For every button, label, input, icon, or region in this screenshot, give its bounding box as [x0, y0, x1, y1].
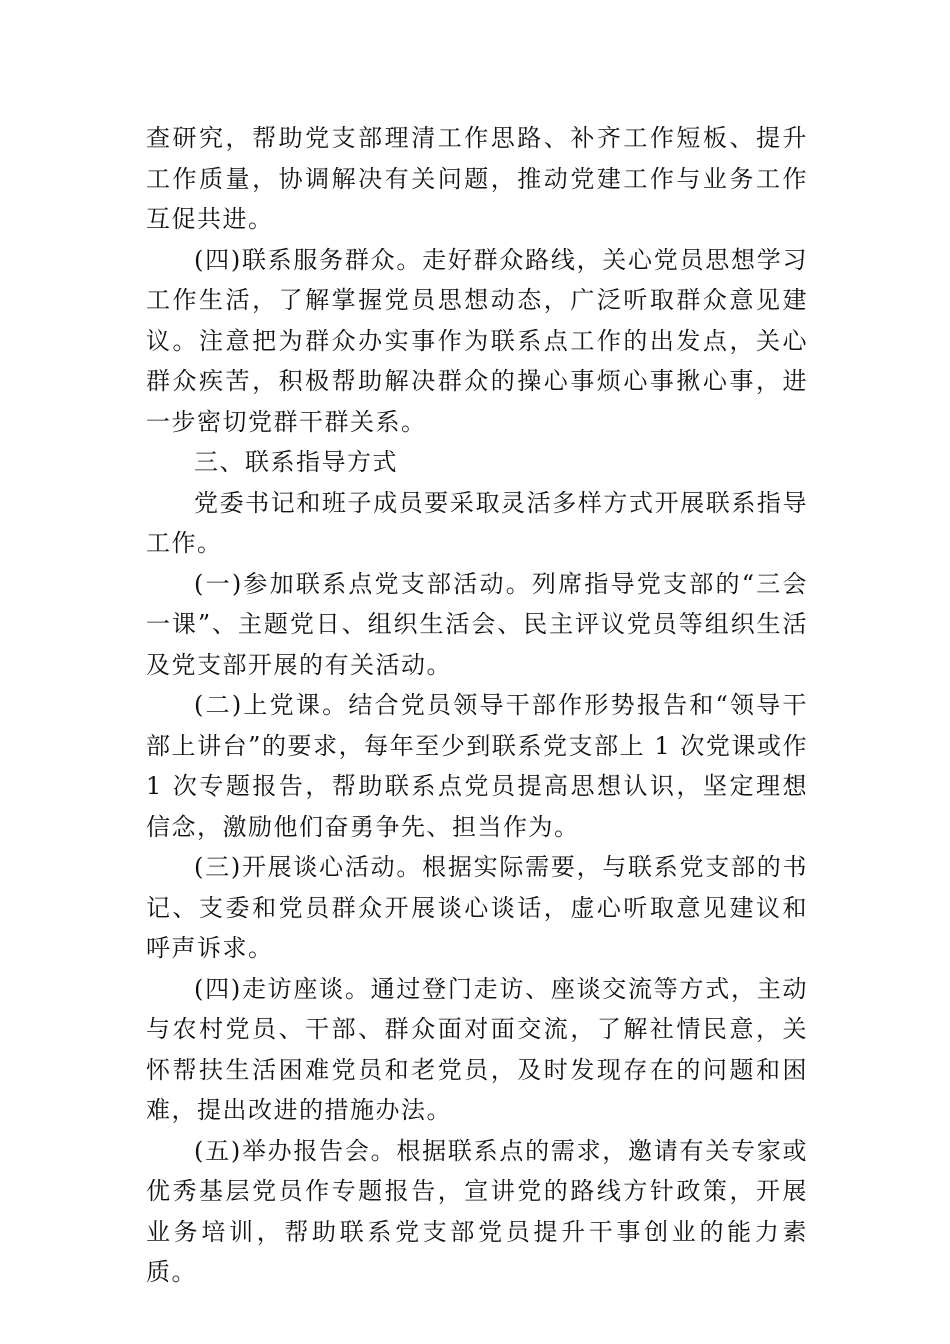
document-page	[146, 118, 808, 1293]
paragraph-item-4-visits: (四)走访座谈。通过登门走访、座谈交流等方式，主动与农村党员、干部、群众面对面交流，了解社情民意，关怀帮扶生活困难党员和老党员，及时发现存在的问题和困难，提出改进的措施办法。	[146, 974, 808, 1124]
paragraph-item-4-contact-service: (四)联系服务群众。走好群众路线，关心党员思想学习工作生活，了解掌握党员思想动态，广泛听取群众意见建议。注意把为群众办实事作为联系点工作的出发点，关心群众疾苦，积极帮助解决群众的操心事烦心事揪心事，进一步密切党群干群关系。	[146, 245, 808, 436]
paragraph-item-3-heart-talks: (三)开展谈心活动。根据实际需要，与联系党支部的书记、支委和党员群众开展谈心谈话，虚心听取意见建议和呼声诉求。	[146, 853, 808, 962]
paragraph-item-1-join-activities: (一)参加联系点党支部活动。列席指导党支部的“三会一课”、主题党日、组织生活会、民主评议党员等组织生活及党支部开展的有关活动。	[146, 569, 808, 679]
paragraph-section-3-intro: 党委书记和班子成员要采取灵活多样方式开展联系指导工作。	[146, 488, 808, 557]
paragraph-continued-analysis: 查研究，帮助党支部理清工作思路、补齐工作短板、提升工作质量，协调解决有关问题，推动党建工作与业务工作互促共进。	[146, 124, 808, 233]
paragraph-item-2-party-lecture: (二)上党课。结合党员领导干部作形势报告和“领导干部上讲台”的要求，每年至少到联系党支部上 1 次党课或作 1 次专题报告，帮助联系点党员提高思想认识，坚定理想信念，激励他们奋勇争先、担当作为。	[146, 691, 808, 841]
section-heading-contact-guidance-methods: 三、联系指导方式	[194, 448, 398, 476]
paragraph-item-5-report-meeting: (五)举办报告会。根据联系点的需求，邀请有关专家或优秀基层党员作专题报告，宣讲党的路线方针政策，开展业务培训，帮助联系党支部党员提升干事创业的能力素质。	[146, 1136, 808, 1286]
